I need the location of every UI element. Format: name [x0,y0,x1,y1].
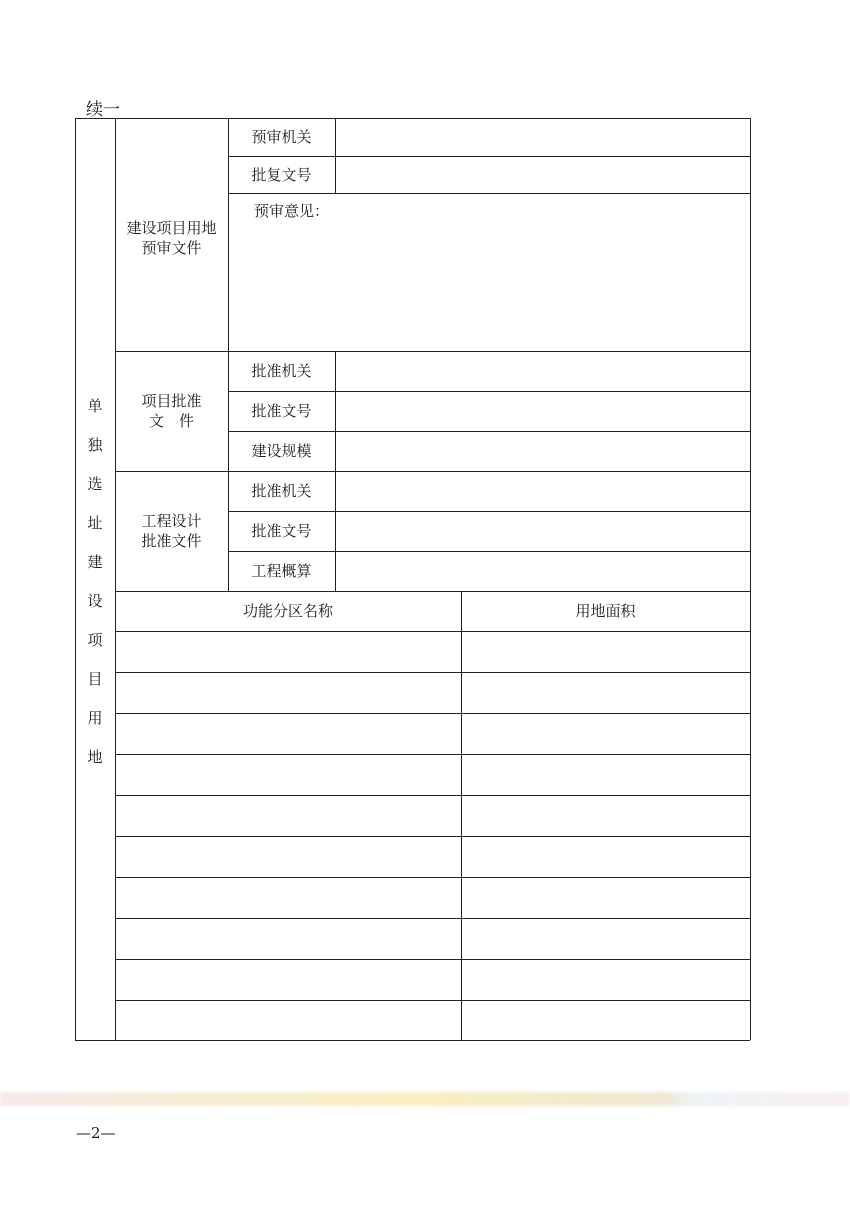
category-char: 设 [87,592,103,610]
zone-name-cell[interactable] [115,754,461,795]
zone-area-cell[interactable] [461,713,750,754]
zone-header-name: 功能分区名称 [242,602,333,620]
field-value-approval-doc-no[interactable] [335,156,750,193]
zone-area-cell[interactable] [461,959,750,1000]
field-label-design-approval-doc-no: 批准文号 [251,522,312,540]
scan-artifact-stripe [0,1092,850,1106]
section-label-line: 建设项目用地 [126,219,217,237]
zone-area-cell[interactable] [461,631,750,672]
zone-area-cell[interactable] [461,795,750,836]
category-char: 选 [87,475,103,493]
category-char: 建 [87,553,103,571]
field-value-pre-review-authority[interactable] [335,118,750,156]
field-label-project-budget: 工程概算 [251,562,312,580]
zone-area-cell[interactable] [461,877,750,918]
zone-area-cell[interactable] [461,672,750,713]
page-number: —2— [76,1124,116,1142]
field-label-approval-authority: 批准机关 [251,362,312,380]
zone-name-cell[interactable] [115,631,461,672]
section-label-line: 项目批准 [141,392,202,410]
zone-name-cell[interactable] [115,713,461,754]
zone-area-cell[interactable] [461,754,750,795]
category-char: 址 [87,514,103,532]
field-label-approval-doc-no: 批复文号 [251,165,312,184]
field-value-design-approval-authority[interactable] [335,471,750,511]
table-border-right [750,118,751,1040]
continued-label: 续一 [86,100,120,120]
category-char: 目 [87,670,103,688]
opinion-label: 预审意见： [254,202,330,220]
zone-name-cell[interactable] [115,672,461,713]
category-char: 地 [87,748,103,766]
category-char: 项 [87,631,103,649]
section-label-line: 批准文件 [141,532,202,550]
zone-name-cell[interactable] [115,959,461,1000]
category-char: 单 [87,397,103,415]
field-label-approval-doc-no: 批准文号 [251,402,312,420]
zone-area-cell[interactable] [461,836,750,877]
category-char: 用 [87,709,103,727]
field-label-design-approval-authority: 批准机关 [251,482,312,500]
zone-area-cell[interactable] [461,918,750,959]
section-label-pre-review [115,193,228,283]
opinion-field[interactable] [230,222,748,348]
section-label-project-approval [115,391,228,431]
field-value-approval-authority[interactable] [335,351,750,391]
field-value-approval-doc-no[interactable] [335,391,750,431]
zone-name-cell[interactable] [115,836,461,877]
category-label-vertical [75,395,115,785]
section-label-line: 工程设计 [141,512,202,530]
section-label-line: 预审文件 [141,239,202,257]
field-value-project-budget[interactable] [335,551,750,591]
field-label-pre-review-authority: 预审机关 [251,128,312,146]
table-border-bottom [75,1040,750,1041]
row-line [228,193,750,194]
field-label-construction-scale: 建设规模 [251,442,312,460]
zone-area-cell[interactable] [461,1000,750,1040]
zone-name-cell[interactable] [115,1000,461,1040]
zone-name-cell[interactable] [115,877,461,918]
section-label-design-approval [115,511,228,551]
field-value-construction-scale[interactable] [335,431,750,471]
zone-name-cell[interactable] [115,795,461,836]
zone-name-cell[interactable] [115,918,461,959]
zone-header-area: 用地面积 [575,602,636,620]
field-value-design-approval-doc-no[interactable] [335,511,750,551]
section-label-line: 文 件 [148,412,194,430]
category-char: 独 [87,436,103,454]
